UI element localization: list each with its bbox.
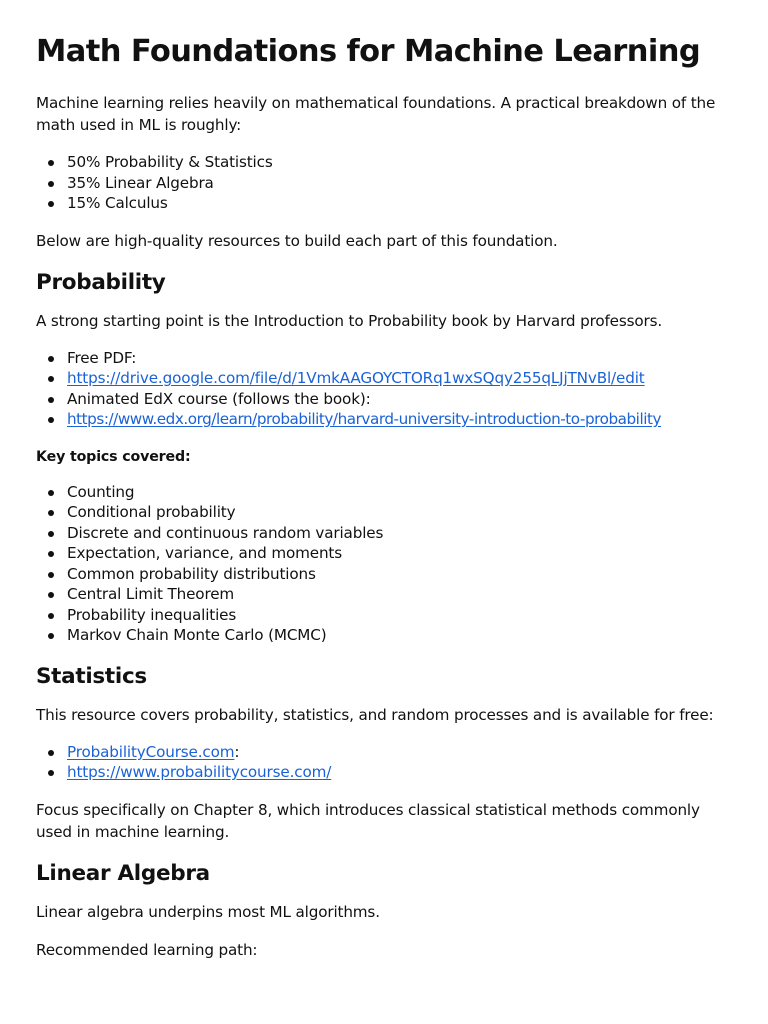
intro-paragraph: Machine learning relies heavily on mathematical foundations. A practical breakdown of the math used in ML is roughly: (36, 94, 716, 134)
list-item: 15% Calculus (67, 193, 732, 214)
list-item: Animated EdX course (follows the book): (67, 389, 732, 410)
list-item (67, 742, 732, 763)
list-item: Central Limit Theorem (67, 584, 732, 605)
list-item: Common probability distributions (67, 564, 732, 585)
list-item (67, 409, 732, 430)
statistics-intro: This resource covers probability, statistics, and random processes and is available for free: (36, 705, 714, 724)
statistics-resources-list (36, 742, 732, 783)
section-heading-linear-algebra: Linear Algebra (36, 860, 210, 886)
list-item: 35% Linear Algebra (67, 173, 732, 194)
probabilitycourse-url-link[interactable]: https://www.probabilitycourse.com/ (67, 763, 332, 781)
section-heading-statistics: Statistics (36, 663, 147, 689)
key-topics-label: Key topics covered: (36, 448, 191, 465)
list-item: Conditional probability (67, 502, 732, 523)
list-item: Probability inequalities (67, 605, 732, 626)
list-item: Discrete and continuous random variables (67, 523, 732, 544)
statistics-focus: Focus specifically on Chapter 8, which introduces classical statistical methods commonly used in machine learning. (36, 800, 700, 841)
list-item: Markov Chain Monte Carlo (MCMC) (67, 625, 732, 646)
linear-algebra-intro: Linear algebra underpins most ML algorithms. (36, 902, 380, 921)
edx-course-link[interactable]: https://www.edx.org/learn/probability/harvard-university-introduction-to-probability (67, 410, 662, 428)
breakdown-list (36, 152, 732, 214)
learning-path-label: Recommended learning path: (36, 940, 258, 959)
resources-intro: Below are high-quality resources to build each part of this foundation. (36, 231, 558, 250)
probability-topics-list (36, 482, 732, 646)
list-item (67, 368, 732, 389)
section-heading-probability: Probability (36, 269, 166, 295)
probability-intro: A strong starting point is the Introduction to Probability book by Harvard professors. (36, 311, 663, 330)
page-title: Math Foundations for Machine Learning (36, 34, 701, 69)
list-item: Free PDF: (67, 348, 732, 369)
list-item (67, 762, 732, 783)
list-item: 50% Probability & Statistics (67, 152, 732, 173)
probability-resources-list (36, 348, 732, 430)
pdf-link[interactable]: https://drive.google.com/file/d/1VmkAAGOYCTORq1wxSQqy255qLJjTNvBl/edit (67, 369, 645, 387)
link-suffix: : (234, 742, 240, 761)
probabilitycourse-site-link[interactable]: ProbabilityCourse.com (67, 742, 235, 761)
list-item: Expectation, variance, and moments (67, 543, 732, 564)
list-item: Counting (67, 482, 732, 503)
